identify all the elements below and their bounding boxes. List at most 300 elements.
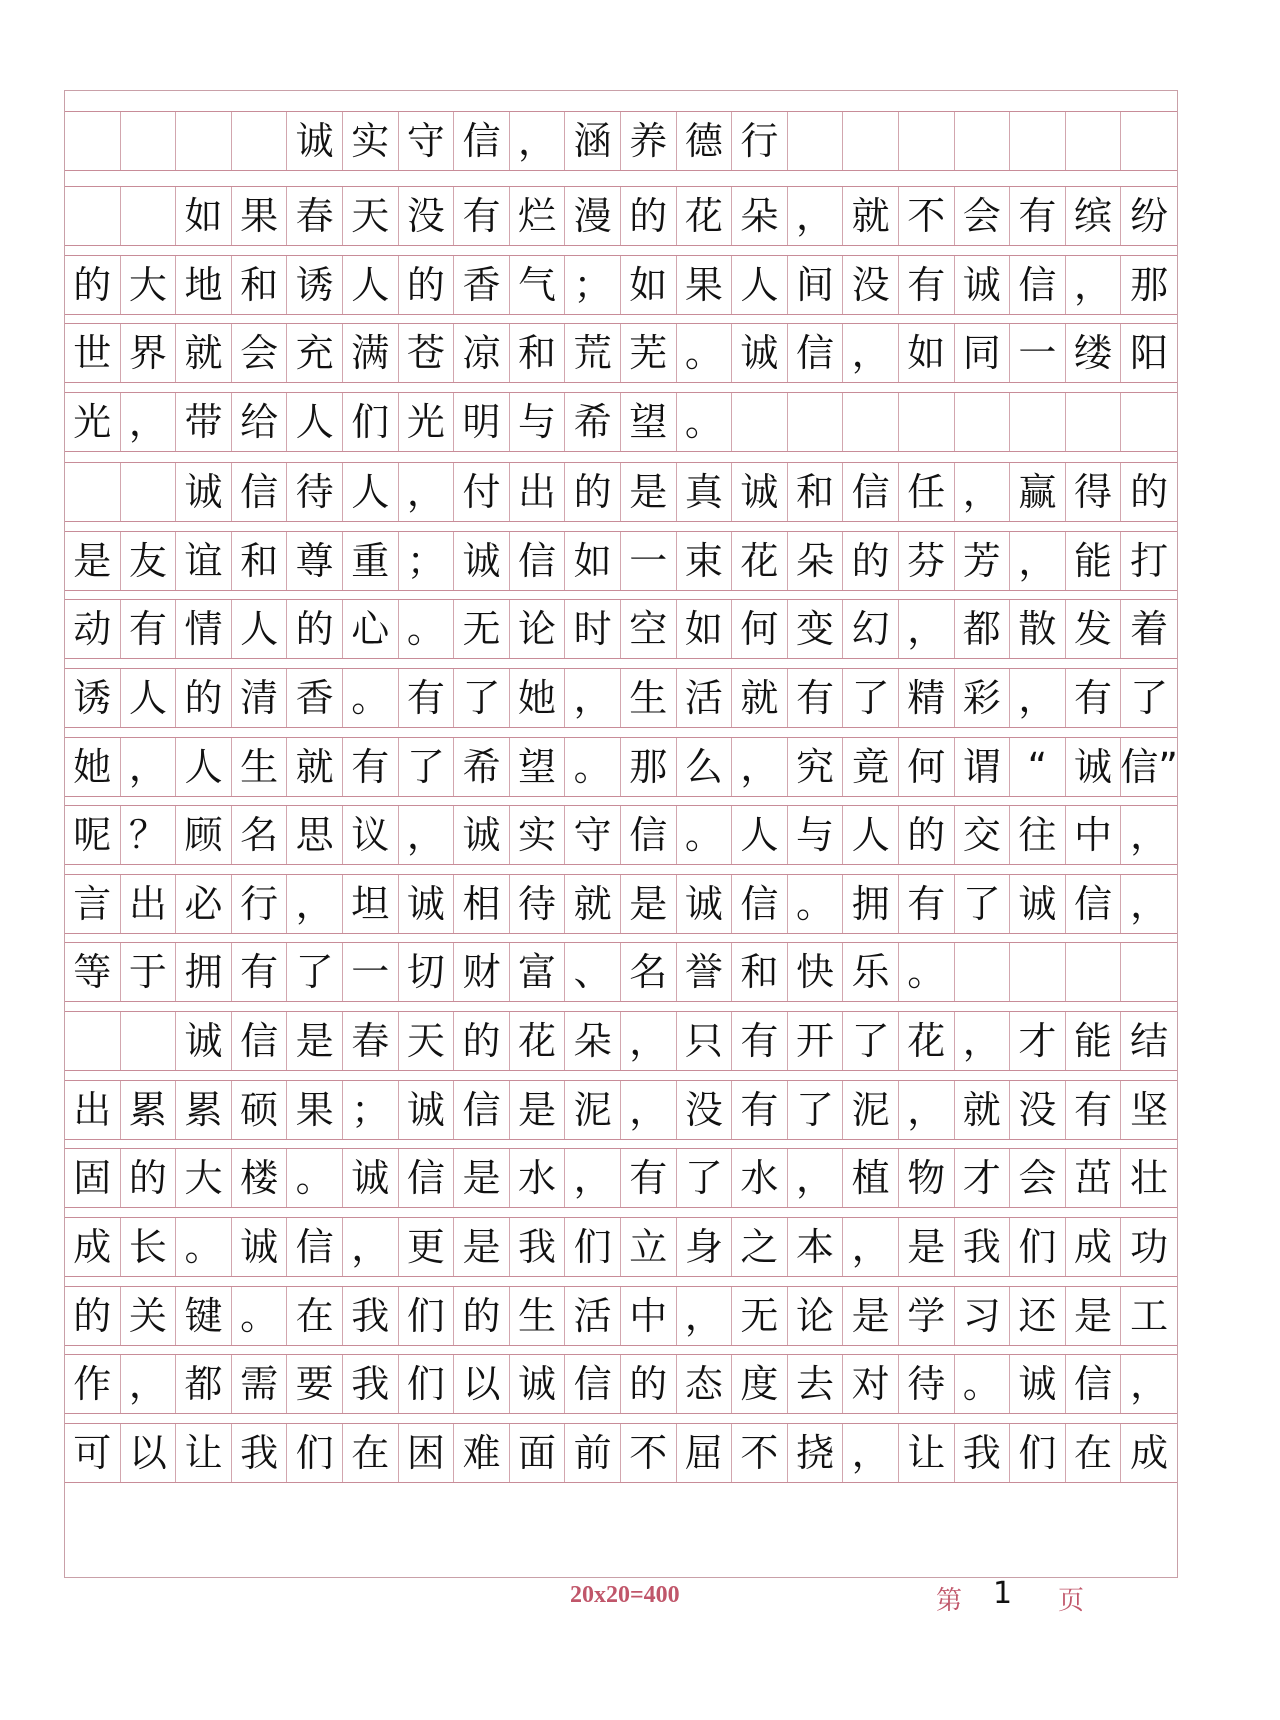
grid-cell: 在: [1066, 1424, 1122, 1482]
grid-cell: 漫: [565, 187, 621, 245]
grid-cell: [1066, 943, 1122, 1001]
grid-cell: ，: [732, 738, 788, 796]
grid-cell: 相: [454, 875, 510, 933]
grid-cell: 信”: [1120, 745, 1178, 789]
grid-cell: ，: [121, 1355, 177, 1413]
grid-cell: ，: [843, 1424, 899, 1482]
grid-cell: 于: [121, 943, 177, 1001]
grid-cell: 有: [621, 1149, 677, 1207]
grid-cell: 都: [176, 1355, 232, 1413]
grid-cell: 诚: [454, 806, 510, 864]
grid-cell: 的: [65, 1287, 121, 1345]
grid-row: [65, 392, 1177, 452]
grid-cell: 是: [899, 1218, 955, 1276]
grid-cell: “: [1010, 738, 1066, 796]
grid-cell: 壮: [1130, 1156, 1169, 1200]
grid-cell: 没: [399, 187, 455, 245]
grid-cell: 信: [1066, 1355, 1122, 1413]
grid-cell: 成: [1130, 1431, 1169, 1475]
grid-cell: 时: [565, 600, 621, 658]
grid-cell: 出: [121, 875, 177, 933]
grid-cell: 成: [65, 1218, 121, 1276]
grid-cell: ，: [899, 1081, 955, 1139]
grid-cell: 们: [565, 1218, 621, 1276]
grid-cell: 空: [621, 600, 677, 658]
grid-cell: 硕: [232, 1081, 288, 1139]
grid-count-label: 20x20=400: [570, 1582, 680, 1608]
grid-cell: 的: [1130, 470, 1169, 514]
grid-cell: 固: [65, 1149, 121, 1207]
grid-cell: 春: [343, 1012, 399, 1070]
grid-cell: [1010, 393, 1066, 451]
grid-cell: 我: [955, 1218, 1011, 1276]
grid-cell: 去: [788, 1355, 844, 1413]
grid-cell: 有: [732, 1081, 788, 1139]
grid-cell: 满: [343, 324, 399, 382]
grid-cell: 名: [232, 806, 288, 864]
grid-cell: 、: [565, 943, 621, 1001]
grid-cell: 困: [399, 1424, 455, 1482]
grid-cell: 都: [955, 600, 1011, 658]
grid-cell: 坦: [343, 875, 399, 933]
grid-cell: 坚: [1130, 1088, 1169, 1132]
grid-cell: 可: [65, 1424, 121, 1482]
grid-cell: 们: [399, 1355, 455, 1413]
grid-cell: 关: [121, 1287, 177, 1345]
grid-cell: 变: [788, 600, 844, 658]
grid-cell: 拥: [843, 875, 899, 933]
grid-cell: 信: [732, 875, 788, 933]
grid-cell: 我: [343, 1355, 399, 1413]
grid-cell: 让: [899, 1424, 955, 1482]
grid-cell: ，: [399, 463, 455, 521]
grid-cell: 会: [232, 324, 288, 382]
grid-cell: 生: [621, 669, 677, 727]
grid-cell: [955, 112, 1011, 170]
grid-cell: 往: [1010, 806, 1066, 864]
grid-cell: 何: [732, 600, 788, 658]
grid-cell: 信: [232, 1012, 288, 1070]
grid-cell: [65, 112, 121, 170]
grid-cell: 诚: [1010, 875, 1066, 933]
grid-cell: 和: [232, 256, 288, 314]
grid-cell: 们: [287, 1424, 343, 1482]
grid-cell: 们: [1010, 1424, 1066, 1482]
grid-cell: 的: [65, 256, 121, 314]
grid-cell: 了: [287, 943, 343, 1001]
grid-cell: [955, 943, 1011, 1001]
grid-row: [65, 462, 1177, 522]
grid-cell: 是: [843, 1287, 899, 1345]
grid-cell: 的: [454, 1287, 510, 1345]
grid-cell: 水: [510, 1149, 566, 1207]
grid-cell: [955, 393, 1011, 451]
grid-cell: 重: [343, 532, 399, 590]
grid-cell: [65, 463, 121, 521]
grid-cell: 她: [510, 669, 566, 727]
grid-cell: [1121, 112, 1177, 170]
grid-cell: 中: [1066, 806, 1122, 864]
grid-row: [65, 1354, 1177, 1414]
grid-cell: 如: [176, 187, 232, 245]
grid-cell: 阳: [1130, 331, 1169, 375]
grid-cell: 泥: [565, 1081, 621, 1139]
grid-cell: ，: [843, 1218, 899, 1276]
grid-cell: 信: [454, 1081, 510, 1139]
grid-cell: 任: [899, 463, 955, 521]
grid-cell: 给: [232, 393, 288, 451]
grid-cell: 和: [732, 943, 788, 1001]
grid-cell: 情: [176, 600, 232, 658]
grid-cell: 能: [1066, 532, 1122, 590]
grid-cell: 论: [510, 600, 566, 658]
grid-cell: 难: [454, 1424, 510, 1482]
grid-cell: 无: [454, 600, 510, 658]
grid-cell: 有: [732, 1012, 788, 1070]
grid-cell: 谊: [176, 532, 232, 590]
grid-cell: 界: [121, 324, 177, 382]
grid-cell: [121, 1012, 177, 1070]
grid-cell: 需: [232, 1355, 288, 1413]
grid-cell: 了: [1130, 676, 1169, 720]
grid-cell: 春: [287, 187, 343, 245]
grid-cell: ，: [343, 1218, 399, 1276]
grid-cell: 诱: [287, 256, 343, 314]
grid-cell: ；: [343, 1081, 399, 1139]
grid-cell: ，: [565, 1149, 621, 1207]
grid-cell: 了: [843, 1012, 899, 1070]
grid-cell: 散: [1010, 600, 1066, 658]
grid-cell: 要: [287, 1355, 343, 1413]
grid-cell: 人: [343, 463, 399, 521]
grid-cell: 诚: [454, 532, 510, 590]
grid-cell: 充: [287, 324, 343, 382]
grid-cell: 人: [232, 600, 288, 658]
grid-cell: 议: [343, 806, 399, 864]
grid-cell: 香: [287, 669, 343, 727]
grid-cell: 对: [843, 1355, 899, 1413]
grid-cell: 。: [788, 875, 844, 933]
grid-cell: 。: [899, 943, 955, 1001]
grid-row: [65, 1423, 1177, 1483]
grid-row: [65, 668, 1177, 728]
page-prefix: 第: [936, 1586, 963, 1616]
grid-cell: 楼: [232, 1149, 288, 1207]
grid-cell: 的: [621, 1355, 677, 1413]
grid-cell: 如: [899, 324, 955, 382]
grid-cell: 望: [510, 738, 566, 796]
grid-cell: 富: [510, 943, 566, 1001]
grid-cell: 泥: [843, 1081, 899, 1139]
grid-cell: 如: [621, 256, 677, 314]
grid-cell: 养: [621, 112, 677, 170]
grid-cell: 有: [1066, 1081, 1122, 1139]
grid-cell: 思: [287, 806, 343, 864]
grid-cell: 之: [732, 1218, 788, 1276]
grid-cell: 与: [788, 806, 844, 864]
grid-cell: 以: [454, 1355, 510, 1413]
grid-cell: 等: [65, 943, 121, 1001]
grid-cell: 我: [343, 1287, 399, 1345]
page-suffix: 页: [1058, 1586, 1085, 1616]
grid-cell: 了: [788, 1081, 844, 1139]
grid-cell: 出: [65, 1081, 121, 1139]
grid-cell: 有: [899, 256, 955, 314]
grid-cell: 花: [899, 1012, 955, 1070]
grid-cell: 活: [565, 1287, 621, 1345]
grid-cell: 地: [176, 256, 232, 314]
grid-cell: 待: [899, 1355, 955, 1413]
grid-cell: 必: [176, 875, 232, 933]
grid-cell: 诚: [287, 112, 343, 170]
grid-cell: 没: [677, 1081, 733, 1139]
grid-cell: 信: [1010, 256, 1066, 314]
grid-cell: ，: [621, 1012, 677, 1070]
grid-cell: 没: [1010, 1081, 1066, 1139]
grid-cell: 是: [621, 463, 677, 521]
grid-cell: 就: [732, 669, 788, 727]
grid-cell: 诚: [510, 1355, 566, 1413]
grid-cell: 没: [843, 256, 899, 314]
grid-cell: 荒: [565, 324, 621, 382]
grid-cell: 彩: [955, 669, 1011, 727]
grid-cell: ，: [955, 463, 1011, 521]
grid-cell: [1066, 393, 1122, 451]
grid-cell: 信: [788, 324, 844, 382]
grid-cell: 能: [1066, 1012, 1122, 1070]
grid-cell: ，: [121, 738, 177, 796]
grid-cell: 的: [287, 600, 343, 658]
grid-cell: 论: [788, 1287, 844, 1345]
grid-cell: 一: [1010, 324, 1066, 382]
grid-cell: 。: [677, 324, 733, 382]
grid-cell: 开: [788, 1012, 844, 1070]
grid-cell: [899, 112, 955, 170]
grid-cell: 的: [454, 1012, 510, 1070]
grid-cell: 。: [399, 600, 455, 658]
grid-cell: 们: [343, 393, 399, 451]
grid-cell: 如: [677, 600, 733, 658]
grid-cell: 花: [510, 1012, 566, 1070]
grid-cell: 还: [1010, 1287, 1066, 1345]
grid-cell: 是: [287, 1012, 343, 1070]
grid-cell: 让: [176, 1424, 232, 1482]
grid-cell: 她: [65, 738, 121, 796]
grid-cell: 水: [732, 1149, 788, 1207]
grid-cell: 茁: [1066, 1149, 1122, 1207]
grid-row: [65, 1286, 1177, 1346]
grid-cell: 苍: [399, 324, 455, 382]
grid-cell: [1066, 112, 1122, 170]
grid-cell: 幻: [843, 600, 899, 658]
grid-cell: 清: [232, 669, 288, 727]
grid-cell: 们: [399, 1287, 455, 1345]
grid-cell: 望: [621, 393, 677, 451]
grid-cell: 实: [343, 112, 399, 170]
grid-cell: 一: [343, 943, 399, 1001]
grid-cell: 人: [287, 393, 343, 451]
grid-cell: 长: [121, 1218, 177, 1276]
grid-cell: 香: [454, 256, 510, 314]
grid-cell: [1010, 112, 1066, 170]
grid-cell: 拥: [176, 943, 232, 1001]
grid-cell: ，: [1130, 813, 1169, 857]
grid-cell: 是: [621, 875, 677, 933]
grid-cell: 诚: [677, 875, 733, 933]
grid-cell: 有: [454, 187, 510, 245]
grid-cell: [65, 1012, 121, 1070]
grid-cell: 乐: [843, 943, 899, 1001]
grid-cell: 前: [565, 1424, 621, 1482]
grid-cell: [788, 112, 844, 170]
grid-cell: ，: [1066, 256, 1122, 314]
grid-cell: 何: [899, 738, 955, 796]
grid-cell: 了: [399, 738, 455, 796]
grid-cell: 明: [454, 393, 510, 451]
grid-cell: [121, 112, 177, 170]
grid-cell: 光: [399, 393, 455, 451]
grid-cell: 的: [843, 532, 899, 590]
grid-cell: 顾: [176, 806, 232, 864]
grid-cell: 诚: [955, 256, 1011, 314]
grid-cell: ，: [121, 393, 177, 451]
grid-cell: 大: [121, 256, 177, 314]
grid-cell: 们: [1010, 1218, 1066, 1276]
grid-cell: 心: [343, 600, 399, 658]
grid-cell: 人: [732, 256, 788, 314]
grid-row: [65, 805, 1177, 865]
grid-cell: [1010, 943, 1066, 1001]
grid-cell: 真: [677, 463, 733, 521]
grid-cell: 在: [287, 1287, 343, 1345]
grid-cell: 人: [732, 806, 788, 864]
grid-cell: ，: [621, 1081, 677, 1139]
grid-cell: 累: [176, 1081, 232, 1139]
grid-cell: 芬: [899, 532, 955, 590]
grid-cell: 芜: [621, 324, 677, 382]
grid-cell: ？: [121, 806, 177, 864]
grid-cell: 立: [621, 1218, 677, 1276]
grid-row: [65, 323, 1177, 383]
grid-cell: 间: [788, 256, 844, 314]
grid-cell: 的: [399, 256, 455, 314]
grid-cell: 纷: [1130, 194, 1169, 238]
grid-cell: 束: [677, 532, 733, 590]
grid-cell: 屈: [677, 1424, 733, 1482]
grid-cell: [1121, 393, 1177, 451]
grid-cell: 信: [454, 112, 510, 170]
grid-row: [65, 1011, 1177, 1071]
grid-cell: 我: [955, 1424, 1011, 1482]
grid-cell: 的: [899, 806, 955, 864]
grid-cell: 就: [176, 324, 232, 382]
grid-cell: ，: [788, 1149, 844, 1207]
grid-cell: 会: [955, 187, 1011, 245]
grid-cell: [121, 463, 177, 521]
grid-row: [65, 942, 1177, 1002]
grid-cell: 谓: [955, 738, 1011, 796]
grid-cell: 着: [1130, 607, 1169, 651]
grid-cell: 与: [510, 393, 566, 451]
grid-cell: 物: [899, 1149, 955, 1207]
grid-cell: 涵: [565, 112, 621, 170]
grid-cell: 有: [899, 875, 955, 933]
grid-cell: 了: [843, 669, 899, 727]
grid-cell: 果: [232, 187, 288, 245]
grid-cell: 天: [343, 187, 399, 245]
grid-cell: ，: [677, 1287, 733, 1345]
grid-cell: 就: [843, 187, 899, 245]
grid-cell: 竟: [843, 738, 899, 796]
grid-cell: 凉: [454, 324, 510, 382]
grid-cell: 朵: [732, 187, 788, 245]
grid-cell: 结: [1130, 1019, 1169, 1063]
grid-cell: 更: [399, 1218, 455, 1276]
grid-cell: 人: [121, 669, 177, 727]
grid-cell: 精: [899, 669, 955, 727]
grid-cell: 的: [565, 463, 621, 521]
grid-cell: 气: [510, 256, 566, 314]
grid-cell: 是: [454, 1218, 510, 1276]
grid-cell: 不: [732, 1424, 788, 1482]
grid-cell: 是: [1066, 1287, 1122, 1345]
grid-cell: 和: [510, 324, 566, 382]
page-number-label: [930, 1578, 1150, 1614]
grid-cell: 了: [677, 1149, 733, 1207]
grid-cell: 我: [510, 1218, 566, 1276]
grid-cell: 诚: [732, 463, 788, 521]
grid-cell: 行: [232, 875, 288, 933]
grid-cell: 和: [232, 532, 288, 590]
grid-cell: 同: [955, 324, 1011, 382]
grid-cell: 天: [399, 1012, 455, 1070]
grid-cell: 尊: [287, 532, 343, 590]
grid-cell: 诚: [1010, 1355, 1066, 1413]
grid-cell: 如: [565, 532, 621, 590]
grid-cell: 守: [565, 806, 621, 864]
grid-cell: 了: [454, 669, 510, 727]
grid-cell: 会: [1010, 1149, 1066, 1207]
grid-cell: 财: [454, 943, 510, 1001]
grid-row: [65, 186, 1177, 246]
grid-cell: 功: [1130, 1225, 1169, 1269]
grid-cell: 一: [621, 532, 677, 590]
grid-cell: 希: [565, 393, 621, 451]
grid-cell: 希: [454, 738, 510, 796]
grid-cell: ，: [565, 669, 621, 727]
grid-cell: 朵: [565, 1012, 621, 1070]
grid-cell: 人: [343, 256, 399, 314]
grid-cell: ，: [788, 187, 844, 245]
grid-cell: 是: [454, 1149, 510, 1207]
grid-cell: 名: [621, 943, 677, 1001]
grid-cell: 守: [399, 112, 455, 170]
grid-cell: 果: [677, 256, 733, 314]
grid-cell: 的: [176, 669, 232, 727]
grid-cell: 是: [65, 532, 121, 590]
grid-cell: 诚: [399, 875, 455, 933]
grid-cell: ，: [1130, 882, 1169, 926]
grid-cell: 。: [287, 1149, 343, 1207]
grid-cell: 花: [677, 187, 733, 245]
grid-cell: 朵: [788, 532, 844, 590]
grid-cell: 诚: [343, 1149, 399, 1207]
grid-cell: 待: [287, 463, 343, 521]
grid-cell: 。: [677, 806, 733, 864]
grid-cell: 只: [677, 1012, 733, 1070]
grid-cell: 人: [843, 806, 899, 864]
grid-row: [65, 1217, 1177, 1277]
